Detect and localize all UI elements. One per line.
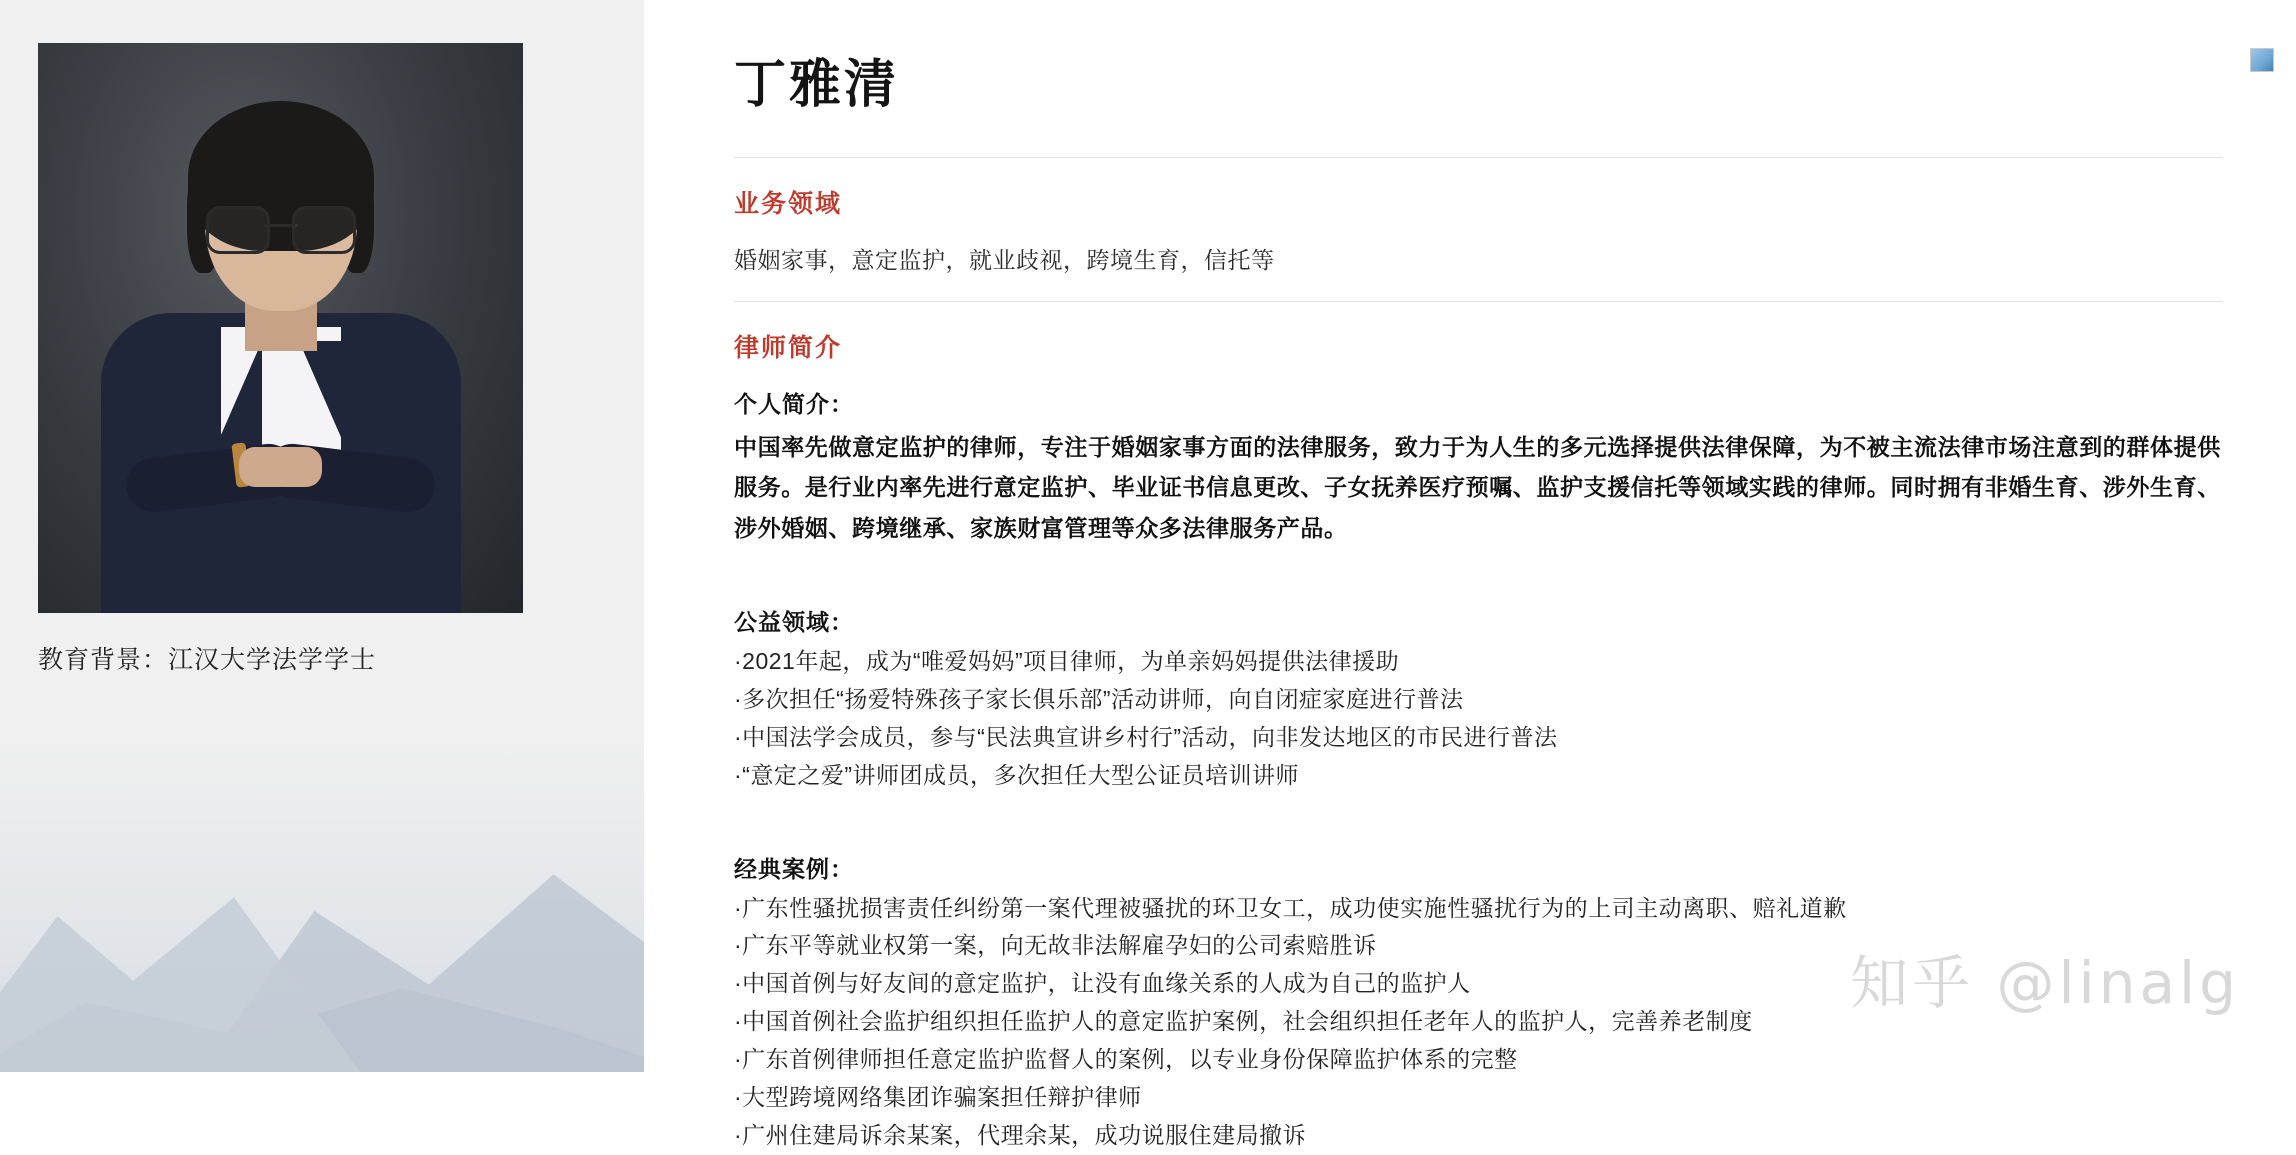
public-welfare-list: [734, 643, 2256, 795]
list-item: ·广州住建局诉余某案，代理余某，成功说服住建局撤诉: [734, 1117, 2256, 1155]
divider-top: [734, 157, 2222, 158]
subheading-classic-cases: 经典案例：: [734, 851, 2256, 884]
section-heading-practice-areas: 业务领域: [734, 184, 2256, 220]
list-item: ·中国首例社会监护组织担任监护人的意定监护案例，社会组织担任老年人的监护人，完善养老制度: [734, 1003, 2256, 1041]
classic-cases-list: [734, 890, 2256, 1155]
list-item: ·广东性骚扰损害责任纠纷第一案代理被骚扰的环卫女工，成功使实施性骚扰行为的上司主动离职、赔礼道歉: [734, 890, 2256, 928]
broken-image-icon: [2250, 48, 2274, 72]
left-panel: [0, 0, 644, 1072]
education-background: 教育背景：江汉大学法学学士: [38, 640, 376, 676]
divider-middle: [734, 301, 2222, 302]
personal-intro-paragraph: 中国率先做意定监护的律师，专注于婚姻家事方面的法律服务，致力于为人生的多元选择提供法律保障，为不被主流法律市场注意到的群体提供服务。是行业内率先进行意定监护、毕业证书信息更改、子女抚养医疗预嘱、监护支援信托等领域实践的律师。同时拥有非婚生育、涉外生育、涉外婚姻、跨境继承、家族财富管理等众多法律服务产品。: [734, 427, 2222, 548]
list-item: ·中国法学会成员，参与“民法典宣讲乡村行”活动，向非发达地区的市民进行普法: [734, 719, 2256, 757]
subheading-personal-intro: 个人简介：: [734, 386, 2256, 419]
lawyer-photo: [38, 43, 523, 613]
list-item: ·中国首例与好友间的意定监护，让没有血缘关系的人成为自己的监护人: [734, 965, 2256, 1003]
list-item: ·“意定之爱”讲师团成员，多次担任大型公证员培训讲师: [734, 757, 2256, 795]
page-title: 丁雅清: [734, 42, 2256, 117]
photo-lens-right: [292, 206, 356, 254]
photo-glasses: [206, 206, 356, 248]
photo-lens-left: [206, 206, 270, 254]
photo-hand-right: [239, 447, 295, 487]
watermark: 知乎 @linalg: [1850, 936, 2240, 1020]
mountain-decoration: [0, 732, 644, 1072]
spacer-1: [700, 548, 2256, 582]
subheading-public-welfare: 公益领域：: [734, 604, 2256, 637]
list-item: ·广东平等就业权第一案，向无故非法解雇孕妇的公司索赔胜诉: [734, 927, 2256, 965]
list-item: ·广东首例律师担任意定监护监督人的案例，以专业身份保障监护体系的完整: [734, 1041, 2256, 1079]
section-heading-intro: 律师简介: [734, 328, 2256, 364]
list-item: ·2021年起，成为“唯爱妈妈”项目律师，为单亲妈妈提供法律援助: [734, 643, 2256, 681]
list-item: ·大型跨境网络集团诈骗案担任辩护律师: [734, 1079, 2256, 1117]
practice-areas-text: 婚姻家事，意定监护，就业歧视，跨境生育，信托等: [734, 242, 2256, 275]
list-item: ·多次担任“扬爱特殊孩子家长俱乐部”活动讲师，向自闭症家庭进行普法: [734, 681, 2256, 719]
content-panel: [644, 0, 2296, 1072]
spacer-2: [700, 795, 2256, 829]
